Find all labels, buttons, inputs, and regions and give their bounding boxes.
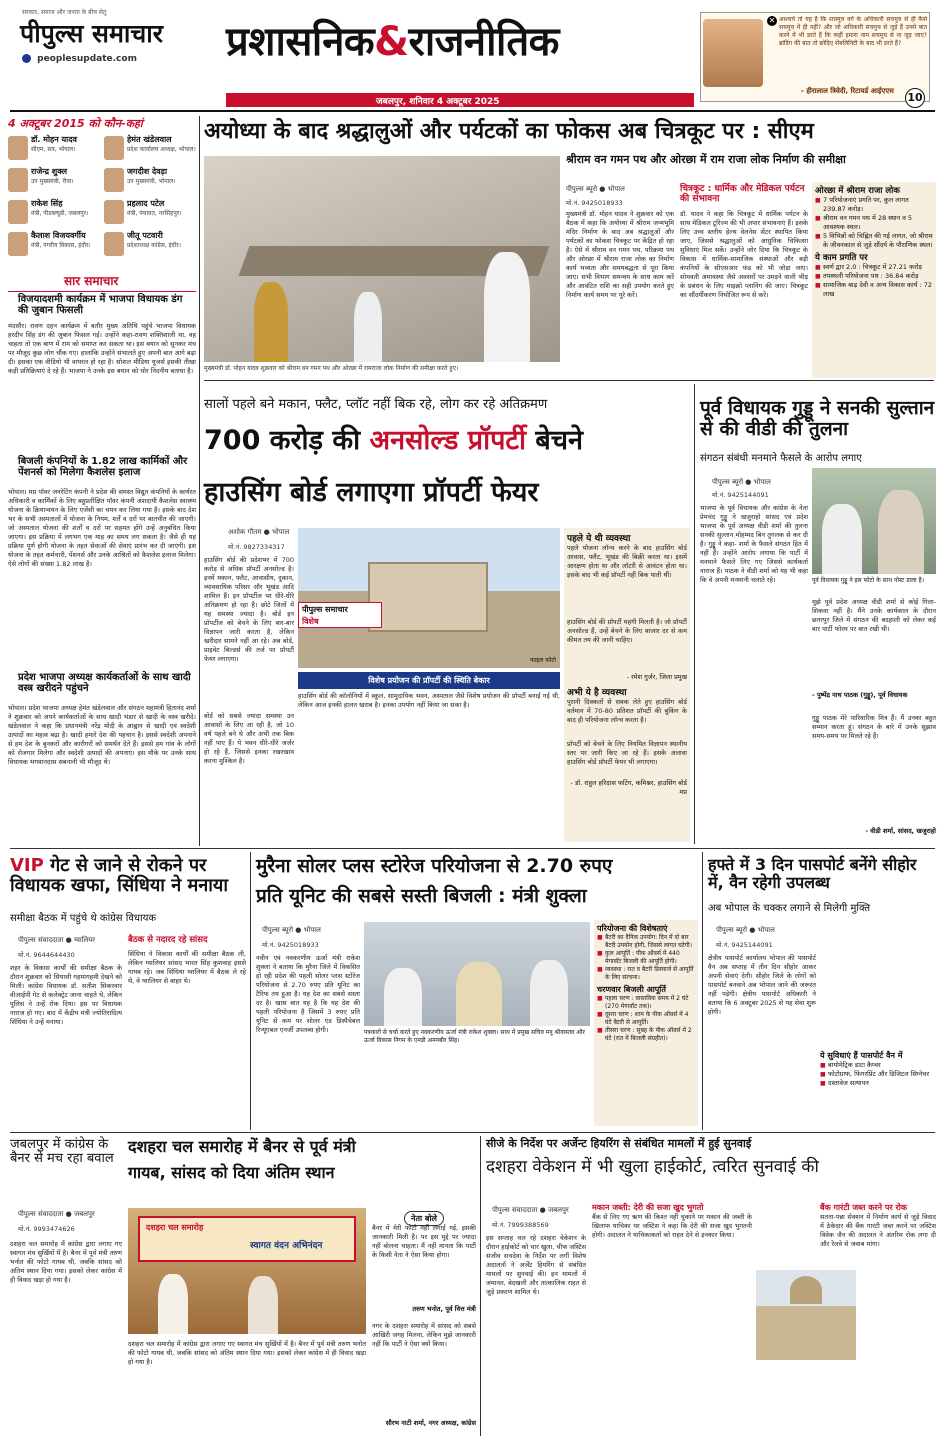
avatar (8, 232, 28, 256)
dome (790, 1276, 822, 1304)
list-item: ■ स्वर्ण द्वार 2.0 : चित्रकूट में 27.21 करोड़ (815, 263, 933, 272)
schedule-name: हेमंत खंडेलवाल (127, 135, 172, 144)
neta-label-text: नेता बोले (404, 1211, 444, 1226)
schedule-entry (104, 134, 196, 164)
schedule-entry (8, 166, 100, 196)
author-photo (703, 19, 763, 87)
guddu-headline: पूर्व विधायक गुड्डू ने सनकी सुल्तान से की वीडी की तुलना (700, 397, 935, 440)
chitrakoot-body: डॉ. यादव ने कहा कि चित्रकूट में धार्मिक पर्यटन के साथ मेडिकल टूरिज्म की भी अपार संभावनाएं हैं। इसके लिए उच्च स्तरीय हेल्थ वेलनेस सेंटर स्थापित किया जाए, जिससे श्रद्धालुओं को आधुनिक चिकित्सा सुविधाएं मिल सकें। उन्होंने जोर दिया कि चित्रकूट के विकास में धार्मिक-सामाजिक संस्थाओं और बड़ी कंपनियों के सीएसआर फंड को भी जोड़ा जाए। सोमवती अमावस्या जैसे अवसरों पर उमड़ने वाली भीड़ के प्रबंधन के लिए माइक्रो प्लानिंग की जाए। चित्रकूट का सौंदर्यीकरण नियोजित रूप से करें। (680, 210, 808, 299)
schedule-box (8, 116, 196, 266)
works-title: ये काम प्रगति पर (815, 253, 868, 263)
schedule-name: जगदीश देवड़ा (127, 167, 168, 176)
solar-photo-caption: पत्रकारों से चर्चा करते हुए नवकरणीय ऊर्जा मंत्री राकेश शुक्ला। साथ में प्रमुख सचिव मनु श्रीवास्तव और ऊर्जा विकास निगम के एमडी अमनबीर सिंह। (364, 1029, 585, 1044)
dateline-bar (226, 93, 694, 107)
photo-credit: फाइल फोटो (530, 657, 556, 664)
passport-subhead: अब भोपाल के चक्कर लगाने से मिलेगी मुक्ति (708, 903, 871, 914)
section-title (226, 12, 559, 67)
schedule-place: उप मुख्यमंत्री, भोपाल। (127, 178, 176, 185)
vip-mobile: मो.नं. 9644644430 (18, 951, 75, 959)
avatar (8, 136, 28, 160)
schedule-place: मंत्री, पीडब्ल्यूडी, जबलपुर। (31, 210, 89, 217)
schedule-title: 4 अक्टूबर 2015 को कौन-कहां (8, 117, 143, 130)
solar-body: नवीन एवं नवकरणीय ऊर्जा मंत्री राकेश शुक्ला ने बताया कि मुरैना जिले में विकसित हो रही प्रदेश की पहली सोलर प्लस स्टोरेज परियोजना से 2.70 रुपए प्रति यूनिट का टैरिफ तय हुआ है। यह देश का सबसे सस्ता दर है। खास बात यह है कि यह देश की पहली परियोजना है जिसमें 3 रुपए प्रति यूनिट से कम पर सोलर एंड डिस्पैचेबल रिन्यूएबल एनर्जी उपलब्ध होगी। (256, 954, 360, 1034)
dussehra-body-2: दशहरा चल समारोह में कांग्रेस द्वारा लगाए गए स्वागत मंच सुर्खियों में है। बैनर में पूर्व मंत्री तरुण भनोत की फोटो गायब थी, जबकि सांसद को अंतिम स्थान दिया गया। इसको लेकर कांग्रेस में ही विवाद खड़ा हो गया है। (128, 1340, 366, 1366)
housing-sidebar2-title: अभी ये है व्यवस्था (567, 688, 627, 698)
solar-phases-list (597, 995, 695, 1043)
dussehra-headline-line2: गायब, सांसद को दिया अंतिम स्थान (128, 1163, 335, 1182)
schedule-name: जीतू पटवारी (127, 231, 163, 240)
housing-sidebar-title: पहले ये थी व्यवस्था (567, 534, 631, 544)
solar-box2-title: चरणवार बिजली आपूर्ति (597, 985, 666, 994)
website[interactable] (22, 54, 137, 64)
schedule-entry (104, 230, 196, 260)
avatar (104, 232, 124, 256)
saar-item-1-head: विजयादशमी कार्यक्रम में भाजपा विधायक डंग की जुबान फिसली (18, 294, 183, 316)
divider-top (10, 110, 935, 112)
schedule-name: राजेन्द्र शुक्ल (31, 167, 68, 176)
housing-box (298, 672, 560, 842)
chitrakoot-title: चित्रकूट : धार्मिक और मेडिकल पर्यटन की संभावना (680, 184, 805, 204)
housing-quote-1: हाउसिंग बोर्ड की प्रॉपर्टी महंगी मिलती है। जो प्रॉपर्टी अनसोल्ड हैं, उन्हें बेचने के लिए बाजार दर से कम कीमत तय की जानी चाहिए। (567, 618, 687, 644)
passport-features-title: ये सुविधाएं हैं पासपोर्ट वैन में (820, 1051, 903, 1060)
dussehra-quote-2-author: सौरभ नाटी शर्मा, नगर अध्यक्ष, कांग्रेस (385, 1419, 476, 1427)
vip-subhead: समीक्षा बैठक में पहुंचे थे कांग्रेस विधायक (10, 913, 157, 924)
housing-body-1: हाउसिंग बोर्ड की प्रदेशभर में 700 करोड़ से अधिक प्रॉपर्टी अनसोल्ड है। इनमें मकान, फ्लैट, आवासीय, दुकान, व्यावसायिक परिसर और भूखंड आदि शामिल हैं। इन प्रॉपर्टीज पर धीरे-धीरे अतिक्रमण हो रहा है। छोटे जिलों में यह समस्या ज्यादा है। बोर्ड इन प्रॉपर्टीज को बेचने के लिए बार-बार विज्ञापन जारी करता है, लेकिन खरीदार सामने नहीं आ रहे। अब बोर्ड, प्राइवेट बिल्डर्स की तर्ज पर प्रॉपर्टी फेयर लगाएगा। (204, 556, 294, 663)
list-item: ■ कुल आपूर्ति : पीक ऑवर्स में 440 मेगावॉट बिजली की आपूर्ति होगी। (597, 950, 695, 966)
vip-body-2: सिंधिया ने विकास कार्यों की समीक्षा बैठक ली, लेकिन ग्वालियर सांसद भारत सिंह कुशवाह इससे गायब रहे। जब सिंधिया ग्वालियर में बैठक ले रहे थे, वे ग्वालियर से बाहर थे। (128, 950, 246, 985)
x-logo-icon: ✕ (768, 16, 776, 25)
orchha-box (812, 182, 936, 378)
saar-item-3-body: भोपाल। प्रदेश भाजपा अध्यक्ष हेमंत खंडेलवाल और संगठन महामंत्री हितानंद शर्मा ने शुक्रवार को अपने कार्यकर्ताओं के साथ खादी भंडार से खादी के वस्त्र खरीदे। खंडेलवाल ने कहा कि प्रधानमंत्री नरेंद्र मोदी के आह्वान से खादी एवं स्वदेशी उत्पादों का महत्व बढ़ा है। खादी हमारे देश की पहचान है। इससे स्वदेशी अपनाने से हम देश के बुनकरों और कारीगरों को समर्थन देते हैं। इससे हम गांव के लोगों को रोजगार मिलेगा और स्वदेशी उत्पादों की अपनाएं। इस मौके पर उनके साथ विधायक भगवानदास सबनानी भी मौजूद थे। (8, 704, 196, 766)
banner (138, 1216, 356, 1262)
housing-kicker: सालों पहले बने मकान, फ्लैट, प्लॉट नहीं बिक रहे, लोग कर रहे अतिक्रमण (204, 397, 548, 412)
avatar (104, 200, 124, 224)
avatar (104, 168, 124, 192)
solar-photo (364, 922, 590, 1026)
housing-quote-1-author: - रमेश गुर्जर, जिला प्रमुख (626, 673, 687, 681)
hc-building-photo (756, 1270, 856, 1360)
stamp-label: विशेष (302, 617, 319, 626)
stamp-brand: पीपुल्स समाचार (302, 605, 348, 614)
divider-mid (10, 848, 935, 849)
section-title-part2: राजनीतिक (408, 19, 559, 65)
brand-logo (20, 16, 212, 50)
guddu-quote-1: मुझे पूर्व प्रदेश अध्यक्ष वीडी शर्मा से कोई गिला-शिकवा नहीं है। मैंने उनके कार्यकाल के दौरान छतरपुर जिले में संगठन की बदहाली को लेकर कई बार पार्टी फोरम पर बात रखी थी। (812, 598, 936, 633)
list-item: ■ 5 विभिन्नों को चिह्नित की गई लागत, जो श्रीराम के जीवनकाल से जुड़े सौंदर्य के पौराणिक स्थल। (815, 232, 933, 250)
list-item: ■ दूसरा चरण : शाम के पीक ऑवर्स में 4 घंटे बैटरी से आपूर्ति। (597, 1011, 695, 1027)
lead-mobile: मो.नं. 9425018933 (566, 199, 623, 207)
tweet-author: - हीरालाल त्रिवेदी, रिटायर्ड आईएएस (801, 87, 894, 95)
housing-sidebar-body: पहले योजना लॉन्च करने के बाद हाउसिंग बोर्ड आवास, फ्लैट, भूखंड की बिक्री करता था। इसमें आरक्षण होता था और लॉटरी से आवंटन होता था। इसके बाद भी कई प्रॉपर्टी नहीं बिक पाती थीं। (567, 544, 687, 579)
schedule-place: मंत्री, पंचायत, नरसिंहपुर। (127, 210, 182, 217)
brand-name: पीपुल्स समाचार (20, 19, 163, 48)
saar-item-2-head: बिजली कंपनियों के 1.82 लाख कार्मिकों और पेंशनर्स को मिलेगा कैशलेस इलाज (18, 456, 188, 478)
housing-headline-line2: हाउसिंग बोर्ड लगाएगा प्रॉपर्टी फेयर (204, 477, 539, 508)
vip-side-title: बैठक से नदारद रहे सांसद (128, 935, 208, 945)
hc-case-2-title: बैंक गारंटी जब्त करने पर रोक (820, 1203, 907, 1212)
hc-kicker: सीजे के निर्देश पर अर्जेन्ट हियरिंग से संबंधित मामलों में हुई सुनवाई (486, 1137, 752, 1150)
solar-mobile: मो.नं. 9425018933 (262, 941, 319, 949)
dussehra-byline: पीपुल्स संवाददाता ● जबलपुर (18, 1210, 95, 1218)
passport-features-list (820, 1061, 936, 1088)
solar-headline-line2: प्रति यूनिट की सबसे सस्ती बिजली : मंत्री शुक्ला (256, 885, 587, 907)
list-item: ■ पहला चरण : वास्तविक समय में 2 घंटे (270 मेगावॉट तक)। (597, 995, 695, 1011)
schedule-name: कैलाश विजयवर्गीय (31, 231, 86, 240)
website-url: peoplesupdate.com (37, 54, 137, 64)
lead-byline: पीपुल्स ब्यूरो ● भोपाल (566, 185, 625, 193)
page-number: 10 (907, 91, 923, 104)
housing-headline-line1 (204, 426, 690, 456)
guddu-mobile: मो.नं. 9425144091 (712, 491, 769, 499)
vip-byline: पीपुल्स संवाददाता ● ग्वालियर (18, 936, 96, 944)
dussehra-quote-2: नगर के दशहरा समारोह में सांसद को सबसे आखिरी जगह मिलना, लेकिन मुझे जानकारी नहीं कि पार्टी ने ऐसा क्यों किया। (372, 1322, 476, 1348)
housing-headline-part1: 700 करोड़ की (204, 425, 361, 456)
hc-mobile: मो.नं. 7999388569 (492, 1221, 549, 1229)
passport-headline: हफ्ते में 3 दिन पासपोर्ट बनेंगे सीहोर में, वैन रहेगी उपलब्ध (708, 855, 917, 892)
vip-headline-red: VIP (10, 855, 44, 876)
guddu-photo (812, 468, 936, 574)
housing-headline-part2: बेचने (535, 425, 583, 456)
divider-dussehra (480, 1136, 481, 1436)
solar-box-title: परियोजना की विशेषताएं (597, 924, 668, 933)
avatar (8, 200, 28, 224)
saar-item-2-body: भोपाल। मप्र पॉवर जनरेटिंग कंपनी ने प्रदेश की समस्त विद्युत कंपनियों के कार्यरत अधिकारी व कार्मिकों के लिए बहुप्रतीक्षित पॉवर कंपनी अंशदायी कैशलेस स्वास्थ्य योजना के क्रियान्वयन के लिए एजेंसी का चयन कर लिया गया है। इसके बाद देश भर के सभी अस्पतालों में योजना के नियम, शर्तें व दरों पर बातचीत की जाएगी। जो अस्पताल योजना की शर्तों व दरों पर सहमत होंगे उन्हें अनुबंधित किया जाएगा। इस प्रक्रिया में लगभग एक माह का समय लग सकता है। जैसे ही यह प्रक्रिया पूर्ण होगी योजना के तहत सेवाओं की सेवाएं प्रारंभ कर दी जाएंगी। इस योजना के तहत कर्मचारी, पेंशनर्स और उनके आश्रितों को कैशलेस इलाज मिलेगा। ऐसे लोगों की संख्या 1.82 लाख है। (8, 488, 196, 568)
avatar (8, 168, 28, 192)
lead-photo (204, 156, 560, 362)
dateline: जबलपुर, शनिवार 4 अक्टूबर 2025 (376, 97, 500, 107)
housing-sidebar2-body: पुरानी दिक्कतों से सबक लेते हुए हाउसिंग बोर्ड वर्तमान में 70-80 प्रतिशत प्रॉपर्टी की बुकिंग के बाद ही परियोजना लॉन्च करता है। (567, 698, 687, 724)
schedule-entry (8, 230, 100, 260)
list-item: ■ व्यवस्था : रात व बैटरी डिस्चार्ज से आपूर्ति के लिए संरचना। (597, 966, 695, 982)
page-number-badge (905, 88, 925, 108)
schedule-entry (8, 198, 100, 228)
divider-lead (204, 380, 934, 381)
tweet-box (700, 12, 930, 102)
list-item: ■ बैटरी का दैनिक उपयोग: दिन में दो बार बैटरी उपयोग होगी, जिससे लागत घटेगी। (597, 934, 695, 950)
section-title-amp: & (374, 19, 409, 65)
hc-body: इस सप्ताह चल रहे दशहरा वेकेशन के दौरान हाईकोर्ट को चार खुला, चीफ जस्टिस संजीव सचदेवा के निर्देश पर लगीं विशेष अदालतों ने अर्जेंट हियरिंग से संबंधित मामलों पर सुनवाई की। इन मामलों में जमानत, बेदखली और तात्कालिक राहत से जुड़े प्रकरण शामिल थे। (486, 1234, 586, 1296)
schedule-entry (104, 166, 196, 196)
banner-text-2: स्वागत वंदन अभिनंदन (250, 1241, 323, 1251)
saar-box (8, 270, 196, 822)
guddu-quote-1-author: - पुष्पेंद्र नाथ पाठक (गुड्डू), पूर्व विधायक (812, 691, 908, 699)
guddu-byline: पीपुल्स ब्यूरो ● भोपाल (712, 478, 771, 486)
hc-case-1-body: बैंक से लिए गए ऋण की किश्त नहीं चुकाने पर मकान की जब्ती के खिलाफ याचिका पर जस्टिस ने कहा कि देरी की सजा खुद भुगतनी होगी। अदालत ने याचिकाकर्ता को राहत देने से इनकार किया। (592, 1213, 752, 1239)
saar-label: सार समाचार (8, 270, 196, 292)
globe-icon (22, 54, 31, 63)
schedule-entry (8, 134, 100, 164)
housing-byline: अशोक गौतम ● भोपाल (228, 528, 290, 536)
saar-item-1-body: मंदसौर। रावण दहन कार्यक्रम में बतौर मुख्य अतिथि पहुंचे भाजपा विधायक हरदीप सिंह डंग की जुबान फिसल गई। उन्होंने कहा-रावण शक्तिशाली था, वह चाहता तो एक बाण में राम को समाप्त कर सकता था। इस बयान को सुनकर मंच पर मौजूद कुछ लोग चौंक गए। हालांकि उन्होंने संभालते हुए अपनी बात आगे बढ़ा दी। इसका एक वीडियो भी वायरल हो रहा है। सोशल मीडिया यूजर्स इसकी तीखा कड़ी प्रतिक्रियाएं दे रहे हैं। भाजपा ने उनके इस बयान को घोर निंदनीय बताया है। (8, 322, 196, 375)
schedule-place: उप मुख्यमंत्री, रीवा। (31, 178, 74, 185)
divider-right-col (694, 384, 695, 844)
schedule-name: डॉ. मोहन यादव (31, 135, 77, 144)
housing-quote-2: प्रॉपर्टी को बेचने के लिए नियमित विज्ञापन स्थानीय स्तर पर जारी किए जा रहे हैं। इसके अलावा हाउसिंग बोर्ड प्रॉपर्टी फेयर भी लगाएगा। (567, 740, 687, 766)
schedule-name: प्रहलाद पटेल (127, 199, 165, 208)
divider-lower (10, 1132, 935, 1133)
schedule-place: मंत्री, नगरीय विकास, इंदौर। (31, 242, 91, 249)
lead-headline: अयोध्या के बाद श्रद्धालुओं और पर्यटकों का फोकस अब चित्रकूट पर : सीएम (204, 119, 814, 144)
stamp (298, 602, 382, 628)
vip-headline-rest: गेट से जाने से रोकने पर विधायक खफा, सिंधिया ने मनाया (10, 855, 229, 896)
list-item: ■ तपस्थली परियोजना पथ : 36.84 करोड़ (815, 272, 933, 281)
dussehra-quote-1-author: तरुण भनोत, पूर्व वित्त मंत्री (412, 1305, 476, 1313)
passport-byline: पीपुल्स ब्यूरो ● भोपाल (716, 926, 775, 934)
passport-features (820, 1050, 936, 1088)
works-list (815, 263, 933, 299)
list-item: ■ सामाजिक बाढ़ देवी व अन्य विकास कार्य : 72 लाख (815, 281, 933, 299)
guddu-quote-2-author: - वीडी शर्मा, सांसद, खजुराहो (865, 827, 936, 835)
passport-body: क्षेत्रीय पासपोर्ट कार्यालय भोपाल की पासपोर्ट वैन अब सप्ताह में तीन दिन सीहोर आकर अपनी सेवाएं देगी। सीहोर जिले के लोगों को पासपोर्ट बनवाने अब भोपाल जाने की जरूरत नहीं पड़ेगी। क्षेत्रीय पासपोर्ट अधिकारी ने बताया कि 6 अक्टूबर 2025 से यह सेवा शुरू होगी। (708, 954, 816, 1016)
guddu-body: भाजपा के पूर्व विधायक और कांग्रेस के नेता प्रेमचंद गुड्डू ने खजुराहो सांसद एवं प्रदेश भाजपा के पूर्व अध्यक्ष वीडी शर्मा की तुलना सनकी सुल्तान मोहम्मद बिन तुगलक से कर दी है। गुड्डू ने कहा- शर्मा के फैसले संगठन हित में नहीं हैं। उन्होंने आरोप लगाया कि पार्टी में मनमाने फैसले लिए गए जिससे कार्यकर्ता नाराज हैं। पाठक ने वीडी शर्मा को यह भी कहा कि वे अपनी मनमानी चलाते रहे। (700, 504, 808, 584)
solar-features-list (597, 934, 695, 982)
hc-case-1-title: मकान जब्ती: देरी की सजा खुद भुगतो (592, 1203, 704, 1212)
solar-features-box (594, 920, 698, 1126)
hc-case-1 (592, 1202, 752, 1433)
dussehra-side-headline: जबलपुर में कांग्रेस के बैनर से मच रहा बवाल (10, 1137, 114, 1167)
schedule-name: राकेश सिंह (31, 199, 63, 208)
dussehra-headline-line1: दशहरा चल समारोह में बैनर से पूर्व मंत्री (128, 1137, 356, 1156)
dussehra-photo (128, 1208, 366, 1334)
masthead (0, 0, 945, 108)
solar-byline: पीपुल्स ब्यूरो ● भोपाल (262, 926, 321, 934)
hc-headline: दशहरा वेकेशन में भी खुला हाईकोर्ट, त्वरित सुनवाई की (486, 1157, 819, 1177)
dussehra-quote-1: बैनर में मेरी फोटो नहीं लगाई गई, इसकी जानकारी मिली है। पर इस मुद्दे पर ज्यादा नहीं बोलना चाहता। मैं नहीं मानता कि पार्टी के किसी नेता ने ऐसा किया होगा। (372, 1224, 476, 1259)
hc-byline: पीपुल्स संवाददाता ● जबलपुर (492, 1206, 569, 1214)
hc-case-2 (820, 1202, 936, 1273)
vip-headline (10, 856, 246, 896)
guddu-quote-2: गुड्डू पाठक मेरे पारिवारिक मित्र हैं। मैं उनका बहुत सम्मान करता हूं। संगठन के बारे में उनके सुझाव समय-समय पर मिलते रहे हैं। (812, 714, 936, 740)
section-title-part1: प्रशासनिक (226, 19, 375, 65)
divider-vip (250, 852, 251, 1130)
guddu-subhead: संगठन संबंधी मनमाने फैसले के आरोप लगाए (700, 453, 862, 464)
housing-mobile: मो.नं. 9827334317 (228, 543, 285, 551)
guddu-photo-caption: पूर्व विधायक गुड्डू ने इस फोटो के साथ पोस्ट डाला है। (812, 577, 924, 584)
schedule-place: प्रदेश कार्यालय अध्यक्ष, भोपाल। (127, 146, 196, 153)
housing-photo (298, 528, 560, 668)
list-item: ■ दस्तावेज सत्यापन (820, 1079, 936, 1088)
housing-body-2: बोर्ड को सबसे ज्यादा समस्या उन आवासों के लिए आ रही है, जो 10 वर्ष पहले बने थे और अभी तक बिक नहीं पाए हैं। ये भवन धीरे-धीरे जर्जर हो रहे हैं, जिससे इनका रखरखाव करना मुश्किल है। (204, 712, 294, 765)
tweet-text: आश्चर्य तो यह है कि सचमुच वर्ग के अधिकारी सचमुच से ही कैसे सचमुच में ही नहीं? और जो अधिकारी सचमुच से जुड़े हैं उनसे बात करने में भी डरते हैं कि कहीं हमारा नाम सचमुच से ना जुड़ जाए? ब्रांडिंग की बात तो छोड़िए सेंबलिनिटी के बाद भी डरते हैं? (779, 16, 927, 47)
solar-headline-line1: मुरैना सोलर प्लस स्टोरेज परियोजना से 2.70 रुपए (256, 855, 613, 877)
orchha-list (815, 196, 933, 250)
housing-headline-red: अनसोल्ड प्रॉपर्टी (369, 425, 527, 456)
schedule-grid (8, 134, 196, 264)
list-item: ■ 7 परियोजनाएं प्रगति पर, कुल लागत 239.87 करोड़। (815, 196, 933, 214)
housing-box-body: हाउसिंग बोर्ड की कॉलोनियों में स्कूल, सामुदायिक भवन, अस्पताल जैसे विशेष प्रयोजन की प्रॉपर्टी बनाई गई थी, लेकिन आज इनकी हालत खराब है। इनका उपयोग नहीं किया जा सका है। (298, 692, 560, 709)
divider-solar (702, 852, 703, 1130)
divider-left-col (199, 116, 200, 846)
dussehra-body: दशहरा चल समारोह में कांग्रेस द्वारा लगाए गए स्वागत मंच सुर्खियों में है। बैनर में पूर्व मंत्री तरुण भनोत की फोटो गायब थी, जबकि सांसद को अंतिम स्थान दिया गया। इसको लेकर कांग्रेस में ही विवाद खड़ा हो गया है। (10, 1240, 122, 1284)
saar-item-3-head: प्रदेश भाजपा अध्यक्ष कार्यकर्ताओं के साथ खादी वस्त्र खरीदने पहुंचने (18, 672, 191, 694)
list-item: ■ तीसरा चरण : सुबह के पीक ऑवर्स में 2 घंटे (रात में बिजली संग्रहीत)। (597, 1027, 695, 1043)
schedule-place: सीएम, सत्र, भोपाल। (31, 146, 76, 153)
avatar (104, 136, 124, 160)
schedule-entry (104, 198, 196, 228)
orchha-title: ओरछा में श्रीराम राजा लोक (815, 186, 900, 196)
list-item: ■ फोटोग्राफ, फिंगरप्रिंट और डिजिटल सिग्नेचर (820, 1070, 936, 1079)
hc-case-2-body: सतना-पन्ना सेक्शन में निर्माण कार्य से जुड़े विवाद में ठेकेदार की बैंक गारंटी जब्त करने पर जस्टिस विवेक जैन की अदालत ने अंतरिम रोक लगा दी और रेलवे से जवाब मांगा। (820, 1213, 936, 1248)
banner-text: दशहरा चल समारोह (146, 1223, 204, 1232)
house-building (368, 562, 488, 632)
housing-quote-2-author: - डॉ. राहुल हरिदास फटिंग, कमिश्नर, हाउसिंग बोर्ड मप्र (570, 779, 687, 796)
neta-label (372, 1206, 476, 1226)
lead-photo-caption: मुख्यमंत्री डॉ. मोहन यादव शुक्रवार को श्रीराम वन गमन पथ और ओरछा में रामराजा लोक निर्माण की समीक्षा करते हुए। (204, 365, 459, 372)
passport-mobile: मो.नं. 9425144091 (716, 941, 773, 949)
masthead-tagline: सरकार, समाज और जनता के बीच सेतु (22, 9, 107, 16)
housing-sidebar (564, 528, 690, 842)
vip-body: शहर के विकास कार्यों की समीक्षा बैठक के दौरान शुक्रवार को सियासी गहमागहमी देखने को मिली। कांग्रेस विधायक डॉ. सतीश सिकरवार वीआईपी गेट से कलेक्ट्रेट जाना चाहते थे, लेकिन पुलिस ने उन्हें रोक दिया। इस पर विधायक नाराज हो गए। बाद में केंद्रीय मंत्री ज्योतिरादित्य सिंधिया ने उन्हें मनाया। (10, 964, 122, 1026)
lead-body: मुख्यमंत्री डॉ. मोहन यादव ने शुक्रवार को एक बैठक में कहा कि अयोध्या में श्रीराम जन्मभूमि मंदिर निर्माण के बाद अब श्रद्धालुओं और पर्यटकों का फोकस चित्रकूट पर केंद्रित हो रहा है। ऐसे में श्रीराम वन गमन पथ, परिक्रमा पथ और ओरछा में श्रीराम राजा लोक का निर्माण कार्य भव्यता और समयबद्धता से पूरा किया जाए। सभी विभाग समन्वय के साथ काम करें और आवंटित राशि का सही उपयोग करते हुए निर्माण कार्य समय पर पूरे करें। (566, 210, 674, 299)
housing-box-title: विशेष प्रयोजन की प्रॉपर्टी की स्थिति बेकार (298, 672, 560, 689)
lead-subhead: श्रीराम वन गमन पथ और ओरछा में राम राजा लोक निर्माण की समीक्षा (566, 153, 846, 166)
list-item: ■ बायोमेट्रिक डाटा कैप्चर (820, 1061, 936, 1070)
schedule-place: प्रदेशाध्यक्ष कांग्रेस, इंदौर। (127, 242, 182, 249)
dussehra-mobile: मो.नं. 9993474626 (18, 1225, 75, 1233)
list-item: ■ श्रीराम वन गमन पथ में 28 स्थान व 5 आवश्यक स्थल। (815, 214, 933, 232)
